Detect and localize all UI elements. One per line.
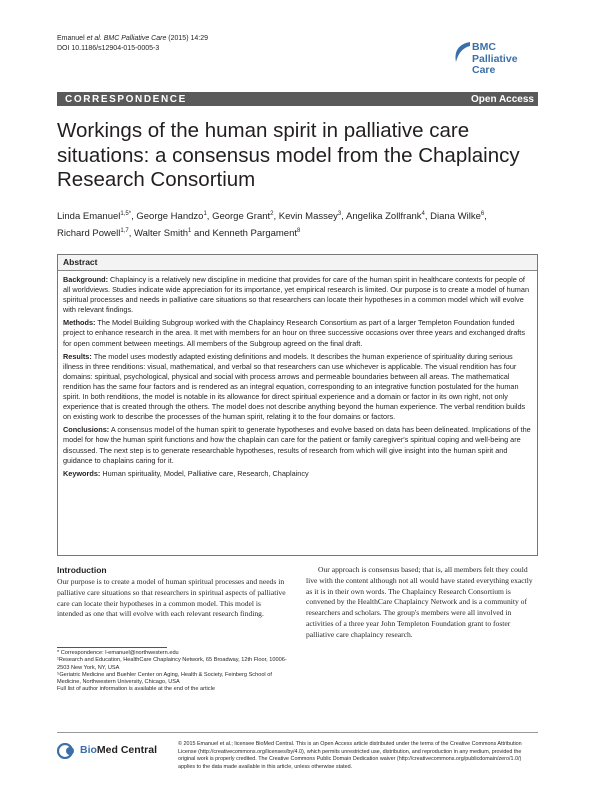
author[interactable]: Richard Powell$^{1,7}$ (57, 228, 129, 240)
article-type-banner (57, 92, 538, 106)
correspondence-note[interactable]: * Correspondence: l-emanuel@northwestern.edu (57, 650, 179, 656)
journal-logo (452, 28, 542, 74)
abstract-body (63, 275, 532, 482)
abstract-conclusions: Conclusions: A consensus model of the human spirit to generate hypotheses and evolve based on data has been delineated. Implications of the model for how the human spirit functions and how the chaplain can care for the patient or family caregiver's spiritual coping and well-being are discussed. The next step is to generate researchable hypotheses, results of research from which will give insight into the human spirit and guidance to chaplains caring for it. (63, 425, 531, 465)
author-list: Linda Emanuel$^{1,5*}$, George Handzo$^1$, George Grant$^2$, Kevin Massey$^3$, Angelika Zollfrank$^4$, Diana Wilke$^6$, Richard Powell$^{1,7}$, Walter Smith$^1$ and Kenneth Pargament$^8$ (57, 211, 487, 240)
biomed-central-wordmark: BioMed Central (80, 744, 158, 756)
footnotes (57, 650, 289, 694)
citation-block (57, 34, 208, 53)
journal-logo-name: Palliative Care (472, 53, 518, 76)
author[interactable]: George Grant$^2$ (212, 211, 274, 223)
open-access-label: Open Access (471, 94, 534, 105)
body-column-right (306, 565, 538, 641)
citation-journal: BMC Palliative Care (101, 35, 167, 42)
section-heading-introduction: Introduction (57, 565, 107, 575)
citation-volume: (2015) 14:29 (166, 35, 208, 42)
biomed-central-logo (57, 742, 177, 762)
article-type-label: CORRESPONDENCE (65, 94, 187, 105)
abstract-keywords: Keywords: Human spirituality, Model, Palliative care, Research, Chaplaincy (63, 468, 309, 478)
license-text: © 2015 Emanuel et al.; licensee BioMed Central. This is an Open Access article distributed under the terms of the Creative Commons Attribution License (http://creativecommons.org/licenses/by/4.0), which permits unrestricted use, distribution, and reproduction in any medium, provided the original work is properly credited. The Creative Commons Public Domain Dedication waiver (http://creativecommons.org/publicdomain/zero/1.0/) applies to the data made available in this article, unless otherwise stated. (178, 741, 522, 770)
abstract-box (57, 254, 538, 556)
citation-authors: Emanuel (57, 35, 87, 42)
author[interactable]: George Handzo$^1$ (136, 211, 207, 223)
abstract-heading: Abstract (63, 257, 98, 267)
citation-doi[interactable]: DOI 10.1186/s12904-015-0005-3 (57, 44, 160, 52)
journal-logo-bmc: BMC (472, 41, 496, 53)
author[interactable]: Kevin Massey$^3$ (278, 211, 342, 223)
author[interactable]: Walter Smith$^1$ (134, 228, 192, 240)
article-title: Workings of the human spirit in palliative care situations: a consensus model from the Chaplaincy Research Consortium (57, 119, 520, 191)
author[interactable]: Angelika Zollfrank$^4$ (346, 211, 425, 223)
citation-etal: et al. (86, 35, 102, 42)
footer-divider (57, 732, 538, 733)
abstract-results: Results: The model uses modestly adapted existing definitions and models. It describes the human experience of spirituality during serious illness in three renditions: visual, mathematical, and verbal so that researchers can use whichever is applicable. The visual rendition has four domains: spiritual, psychological, physical and social with process arrows and permeable boundaries between all areas. The mathematical rendition has the same four factors and is rendered as an integral equation, corresponding to an integrative function postulated for the human spirit. In both renditions, the model is notable in its allowance for direct spiritual experience and a domain or factor in its own right, not only experience that is created through the others. The model does not describe anything beyond the human experience. The verbal rendition builds on existing work to describe the processes of the human spirit, relating it to the four domains or factors. (63, 351, 526, 422)
introduction-text: Our purpose is to create a model of human spiritual processes and needs in palliative care situations so that researchers in spiritual aspects of palliative care can locate their hypotheses in a common model. This model is intended as one that will evolve with each relevant research finding. (57, 577, 286, 619)
author[interactable]: Diana Wilke$^6$ (430, 211, 485, 223)
author-info-note: Full list of author information is available at the end of the article (57, 686, 215, 693)
abstract-methods: Methods: The Model Building Subgroup worked with the Chaplaincy Research Consortium as part of a larger Templeton Foundation funded project to enhance research in the area. It met with members for an hour on three successive occasions over three years and exchanged drafts for open comment between meetings. All members of the Subgroup agreed on the final draft. (63, 318, 525, 348)
affiliation-1: ¹Research and Education, HealthCare Chaplaincy Network, 65 Broadway, 12th Floor, 10006-2503 New York, NY, USA (57, 657, 287, 671)
footnote-divider (57, 647, 167, 648)
abstract-background: Background: Chaplaincy is a relatively new discipline in medicine that provides for care of the human spirit in healthcare contexts for people of all worldviews. Studies indicate wide appreciation for its importance, yet empirical research is limited. Our purpose is to create a model of human spiritual processes and needs in palliative care situations so that researchers can locate their hypotheses in a common model which will evolve with relevant findings. (63, 275, 529, 315)
bmc-swoosh-icon (452, 40, 474, 64)
affiliation-5: ⁵Geriatric Medicine and Buehler Center on Aging, Health & Society, Feinberg School of Medicine, Northwestern University, Chicago, USA (57, 671, 272, 686)
citation-line-1 (57, 34, 208, 44)
approach-text: Our approach is consensus based; that is, all members felt they could live with the content although not all would have stated everything exactly as it is in their own words. The Chaplaincy Research Consortium is convened by the HealthCare Chaplaincy Network and is a community of researchers and scholars. The group's members were all involved in activities of a three year John Templeton Foundation grant to foster palliative care chaplaincy research. (306, 565, 533, 639)
author[interactable]: Kenneth Pargament$^8$ (212, 228, 301, 240)
biomed-central-mark-icon (57, 743, 77, 759)
author[interactable]: Linda Emanuel$^{1,5*}$ (57, 211, 132, 223)
abstract-header (58, 255, 537, 271)
body-column-left (57, 565, 289, 620)
